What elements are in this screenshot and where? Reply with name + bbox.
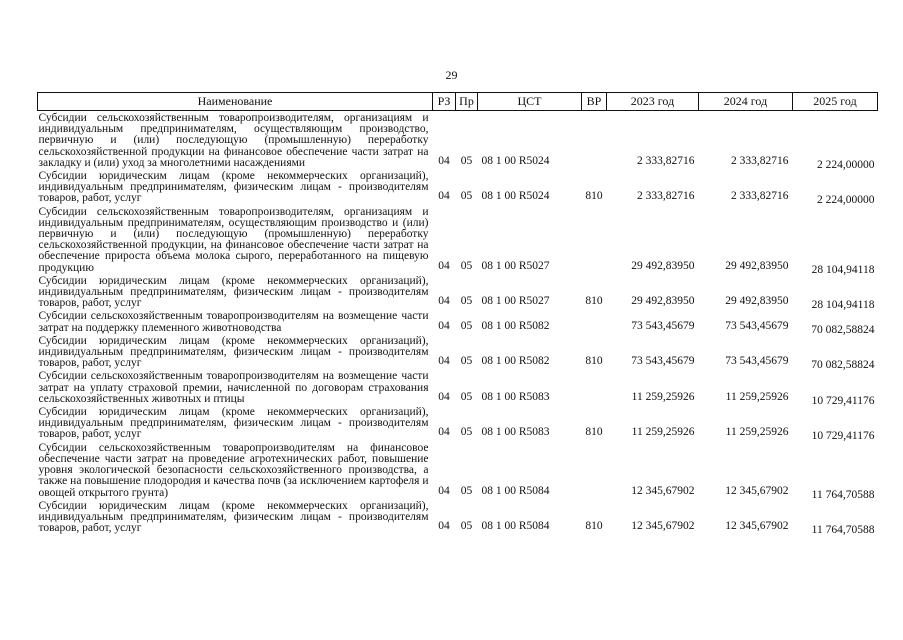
row-vr <box>582 111 607 170</box>
row-2023: 2 333,82716 <box>637 190 695 203</box>
row-name: Субсидии юридическим лицам (кроме некоммерческих организаций), индивидуальным предпринимателям, физическим лицам - производителям товаров, работ, услуг <box>38 406 429 441</box>
row-cst: 08 1 00 R5084 <box>481 484 550 497</box>
row-2025: 2 224,00000 <box>817 158 875 171</box>
row-2025-cell <box>793 169 878 205</box>
header-name: Наименование <box>38 93 433 111</box>
row-rz: 04 <box>438 154 450 167</box>
row-2025-cell <box>793 274 878 310</box>
row-2025: 28 104,94118 <box>811 299 875 312</box>
row-2025-cell <box>793 334 878 370</box>
row-rz: 04 <box>438 355 450 368</box>
row-pr: 05 <box>460 355 473 368</box>
row-2024: 12 345,67902 <box>725 484 789 497</box>
row-2025-cell <box>793 309 878 336</box>
table-row <box>38 441 878 499</box>
budget-table <box>37 92 878 537</box>
row-2024: 29 492,83950 <box>725 295 789 308</box>
row-2025-cell <box>793 441 878 499</box>
row-name: Субсидии юридическим лицам (кроме некоммерческих организаций), индивидуальным предпринимателям, физическим лицам - производителям товаров, работ, услуг <box>38 274 429 310</box>
row-2024: 73 543,45679 <box>725 319 789 332</box>
row-vr: 810 <box>585 190 603 203</box>
row-pr: 05 <box>460 154 473 167</box>
row-2025-cell <box>793 111 878 170</box>
row-name: Субсидии юридическим лицам (кроме некоммерческих организаций), индивидуальным предпринимателям, физическим лицам - производителям товаров, работ, услуг <box>38 499 429 535</box>
row-2024: 12 345,67902 <box>725 520 789 533</box>
row-vr <box>582 369 607 405</box>
row-2023: 2 333,82716 <box>637 154 695 167</box>
row-2025: 2 224,00000 <box>817 194 875 207</box>
row-cst: 08 1 00 R5083 <box>481 390 550 403</box>
row-pr: 05 <box>460 426 473 439</box>
table-row <box>38 205 878 274</box>
row-cst: 08 1 00 R5084 <box>481 520 550 533</box>
row-rz: 04 <box>438 426 450 439</box>
table-row <box>38 274 878 310</box>
row-2025: 11 764,70588 <box>811 524 875 537</box>
row-2024: 11 259,25926 <box>725 426 789 439</box>
row-cst: 08 1 00 R5082 <box>481 355 550 368</box>
row-rz: 04 <box>438 390 450 403</box>
header-2025: 2025 год <box>793 93 878 111</box>
row-2023: 29 492,83950 <box>631 259 695 272</box>
row-rz: 04 <box>438 319 450 332</box>
row-pr: 05 <box>460 259 473 272</box>
row-vr <box>582 441 607 499</box>
row-2023: 12 345,67902 <box>631 484 695 497</box>
page-number: 29 <box>445 68 458 82</box>
header-rz: РЗ <box>433 93 456 111</box>
row-2025-cell <box>793 369 878 405</box>
header-cst: ЦСТ <box>478 93 582 111</box>
row-name: Субсидии сельскохозяйственным товаропроизводителям на финансовое обеспечение части затрат на проведение агротехнических работ, повышение уровня экологической безопасности сельскохозяйственного производства, а также на повышение плодородия и качества почв (за исключением картофеля и овощей открытого грунта) <box>38 441 429 499</box>
row-cst: 08 1 00 R5082 <box>481 319 550 332</box>
row-pr: 05 <box>460 484 473 497</box>
row-2025: 10 729,41176 <box>811 430 875 443</box>
row-name: Субсидии юридическим лицам (кроме некоммерческих организаций), индивидуальным предпринимателям, физическим лицам - производителям товаров, работ, услуг <box>38 334 429 370</box>
row-name: Субсидии сельскохозяйственным товаропроизводителям, организациям и индивидуальным предпринимателям, осуществляющим производство и (или) первичную и (или) последующую (промышленную) переработку сельскохозяйственной продукции, на финансовое обеспечение части затрат на обеспечение прироста объема молока сырого, переработанного на пищевую продукцию <box>38 205 429 274</box>
row-2024: 11 259,25926 <box>725 390 789 403</box>
table-body <box>38 111 878 535</box>
row-2025: 70 082,58824 <box>811 323 875 336</box>
table-header-row <box>38 93 878 111</box>
row-vr: 810 <box>585 520 603 533</box>
table-row <box>38 369 878 405</box>
row-2024: 73 543,45679 <box>725 355 789 368</box>
row-2023: 73 543,45679 <box>631 355 695 368</box>
row-cst: 08 1 00 R5083 <box>481 426 550 439</box>
row-vr: 810 <box>585 426 603 439</box>
row-rz: 04 <box>438 190 450 203</box>
row-rz: 04 <box>438 484 450 497</box>
row-cst: 08 1 00 R5027 <box>481 259 550 272</box>
row-vr <box>582 309 607 333</box>
row-2023: 11 259,25926 <box>631 390 695 403</box>
row-2024: 2 333,82716 <box>731 190 789 203</box>
row-pr: 05 <box>460 319 473 332</box>
row-vr: 810 <box>585 355 603 368</box>
row-vr <box>582 205 607 274</box>
row-2024: 2 333,82716 <box>731 154 789 167</box>
table-row <box>38 111 878 170</box>
row-2025: 10 729,41176 <box>811 394 875 407</box>
row-name: Субсидии сельскохозяйственным товаропроизводителям на возмещение части затрат на поддержку племенного животноводства <box>38 310 429 334</box>
row-2023: 12 345,67902 <box>631 520 695 533</box>
row-name: Субсидии сельскохозяйственным товаропроизводителям на возмещение части затрат на уплату страховой премии, начисленной по договорам страхования сельскохозяйственных животных и птицы <box>38 370 429 405</box>
row-pr: 05 <box>460 520 473 533</box>
header-vr: ВР <box>582 93 607 111</box>
row-name: Субсидии юридическим лицам (кроме некоммерческих организаций), индивидуальным предпринимателям, физическим лицам - производителям товаров, работ, услуг <box>38 170 429 205</box>
row-rz: 04 <box>438 259 450 272</box>
row-2023: 29 492,83950 <box>631 295 695 308</box>
row-2025-cell <box>793 205 878 274</box>
row-vr: 810 <box>585 295 603 308</box>
row-2024: 29 492,83950 <box>725 259 789 272</box>
table-row <box>38 334 878 370</box>
row-cst: 08 1 00 R5024 <box>481 154 550 167</box>
row-2025-cell <box>793 499 878 535</box>
row-cst: 08 1 00 R5027 <box>481 295 550 308</box>
row-pr: 05 <box>460 390 473 403</box>
row-2025-cell <box>793 405 878 441</box>
table-row <box>38 169 878 205</box>
row-2023: 11 259,25926 <box>631 426 695 439</box>
header-2023: 2023 год <box>607 93 699 111</box>
row-rz: 04 <box>438 520 450 533</box>
table-row <box>38 309 878 333</box>
table-row <box>38 405 878 441</box>
row-pr: 05 <box>460 295 473 308</box>
row-name: Субсидии сельскохозяйственным товаропроизводителям, организациям и индивидуальным предпринимателям, осуществляющим производство, первичную и (или) последующую (промышленную) переработку сельскохозяйственной продукции на финансовое обеспечение части затрат на закладку и (или) уход за многолетними насаждениями <box>38 112 429 169</box>
header-pr: Пр <box>456 93 478 111</box>
row-rz: 04 <box>438 295 450 308</box>
row-pr: 05 <box>460 190 473 203</box>
row-cst: 08 1 00 R5024 <box>481 190 550 203</box>
row-2023: 73 543,45679 <box>631 319 695 332</box>
table-row <box>38 499 878 535</box>
row-2025: 28 104,94118 <box>811 263 875 276</box>
row-2025: 11 764,70588 <box>811 488 875 501</box>
row-2025: 70 082,58824 <box>811 359 875 372</box>
header-2024: 2024 год <box>699 93 793 111</box>
